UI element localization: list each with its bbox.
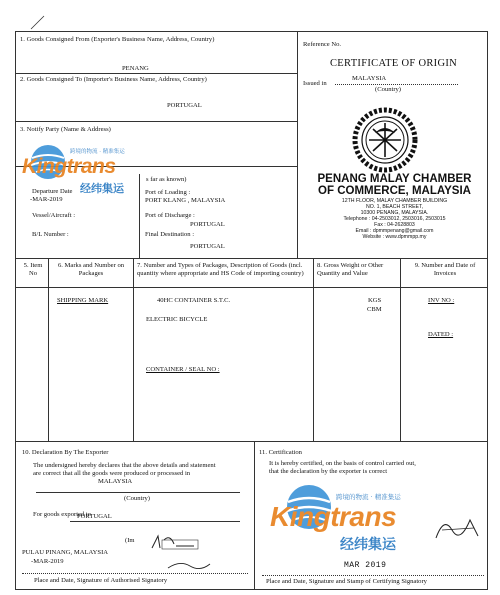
section1-label: 1. Goods Consigned From (Exporter's Business Name, Address, Country)	[20, 36, 215, 43]
port-discharge-value: PORTUGAL	[190, 221, 225, 228]
declaration-country-caption: (Country)	[124, 495, 151, 502]
chamber-address-3: 10300 PENANG, MALAYSIA.	[360, 210, 429, 216]
country-caption: (Country)	[375, 86, 402, 93]
departure-label: Departure Date	[32, 188, 73, 195]
watermark-chinese: 经纬集运	[80, 182, 124, 195]
issued-label: Issued in	[303, 80, 327, 87]
col-header-marks: 6. Marks and Number on Packages	[57, 262, 125, 277]
exported-to-value: PORTUGAL	[77, 513, 112, 520]
final-destination-label: Final Destination :	[145, 231, 195, 238]
certification-stamp-date: MAR 2019	[344, 561, 387, 570]
col-header-description: 7. Number and Types of Packages, Description of Goods (incl. quantity where appropriate and HS Code of importing country)	[137, 262, 304, 277]
col-divider-5-6	[48, 258, 49, 441]
frame-left	[15, 31, 16, 589]
chamber-name-line2: OF COMMERCE, MALAYSIA	[318, 185, 471, 197]
divider-10-11	[254, 441, 255, 589]
certification-footer: Place and Date, Signature and Stamp of Certifying Signatory	[266, 578, 427, 585]
col-header-invoices: 9. Number and Date of Invoices	[414, 262, 476, 277]
exporter-signature-icon	[150, 530, 230, 575]
watermark-brand: Kingtrans	[270, 501, 397, 532]
section3-label: 3. Notify Party (Name & Address)	[20, 126, 111, 133]
col-header-gross-weight: 8. Gross Weight or Other Quantity and Value	[317, 262, 384, 277]
section11-label: 11. Certification	[259, 449, 302, 456]
col-divider-8-9	[400, 258, 401, 441]
port-discharge-label: Port of Discharge :	[145, 212, 195, 219]
section2-label: 2. Goods Consigned To (Importer's Business Name, Address, Country)	[20, 76, 207, 83]
divider-columns-top	[15, 258, 488, 259]
container-type: 40HC CONTAINER S.T.C.	[157, 297, 231, 304]
declaration-country: MALAYSIA	[98, 478, 133, 485]
declaration-text-1: The undersigned hereby declares that the above details and statement	[33, 462, 216, 469]
port-loading-label: Port of Loading :	[145, 189, 191, 196]
issued-value: MALAYSIA	[352, 75, 387, 82]
declaration-text-2: are correct that all the goods were produced or processed in	[33, 470, 191, 477]
chamber-email: Email : dpmmpenang@gmail.com	[355, 228, 434, 234]
col-divider-7-8	[313, 258, 314, 441]
watermark-tagline: 跨境的物流 · 精准集运	[70, 149, 125, 155]
reference-label: Reference No.	[303, 41, 342, 48]
invoice-no-label: INV NO :	[428, 297, 455, 304]
volume-unit-cbm: CBM	[367, 306, 382, 313]
section4-label: s far as known)	[146, 176, 187, 183]
bl-number-label: B/L Number :	[32, 231, 69, 238]
kingtrans-watermark-bottom	[270, 482, 450, 562]
weight-unit-kgs: KGS	[368, 297, 382, 304]
col-divider-6-7	[133, 258, 134, 441]
container-seal-label: CONTAINER / SEAL NO :	[146, 366, 220, 373]
watermark-tagline: 跨境的物流 · 精准集运	[336, 493, 401, 501]
certificate-title: CERTIFICATE OF ORIGIN	[330, 58, 458, 69]
frame-right	[487, 31, 488, 589]
frame-bottom	[15, 589, 488, 590]
chamber-website: Website : www.dpmmpp.my	[362, 234, 427, 240]
declaration-place: PULAU PINANG, MALAYSIA	[22, 549, 109, 556]
divider-bottom-sections	[15, 441, 488, 442]
kingtrans-watermark-top	[22, 142, 157, 204]
issued-line	[335, 84, 458, 85]
frame-top	[15, 31, 488, 32]
departure-value: -MAR-2019	[30, 196, 63, 203]
certification-text-2: that the declaration by the exporter is correct	[269, 468, 388, 475]
port-loading-value: PORT KLANG , MALAYSIA	[145, 197, 226, 204]
shipping-mark: SHIPPING MARK	[57, 297, 109, 304]
divider-2-3	[15, 121, 297, 122]
goods-description: ELECTRIC BICYCLE	[146, 316, 208, 323]
exported-to-label: For goods exported to	[33, 511, 92, 518]
importing-caption: (Im	[125, 537, 135, 544]
chamber-name-line1: PENANG MALAY CHAMBER	[317, 173, 472, 185]
section2-value: PORTUGAL	[167, 102, 202, 109]
watermark-brand: Kingtrans	[22, 155, 116, 178]
certification-text-1: It is hereby certified, on the basis of control carried out,	[269, 460, 416, 467]
section10-label: 10. Declaration By The Exporter	[22, 449, 109, 456]
invoice-dated-label: DATED :	[428, 331, 454, 338]
final-destination-value: PORTUGAL	[190, 243, 225, 250]
pen-mark	[30, 14, 46, 30]
chamber-emblem-icon	[345, 105, 425, 175]
chamber-telephone: Telephone : 04-2503012, 2503016, 2503015	[343, 216, 446, 222]
section1-value: PENANG	[122, 65, 149, 72]
chamber-address-1: 12TH FLOOR, MALAY CHAMBER BUILDING	[341, 198, 448, 204]
divider-columns-header	[15, 287, 488, 288]
watermark-chinese: 经纬集运	[340, 537, 396, 553]
vessel-label: Vessel/Aircraft :	[32, 212, 76, 219]
chamber-fax: Fax : 04-2628803	[374, 222, 415, 228]
declaration-date: -MAR-2019	[31, 558, 64, 565]
divider-1-2	[15, 73, 297, 74]
divider-top-vertical	[297, 31, 298, 258]
chamber-address-2: NO. 1, BEACH STREET,	[365, 204, 424, 210]
col-header-item-no: 5. Item No	[23, 262, 43, 277]
declaration-footer: Place and Date, Signature of Authorised Signatory	[34, 577, 168, 584]
